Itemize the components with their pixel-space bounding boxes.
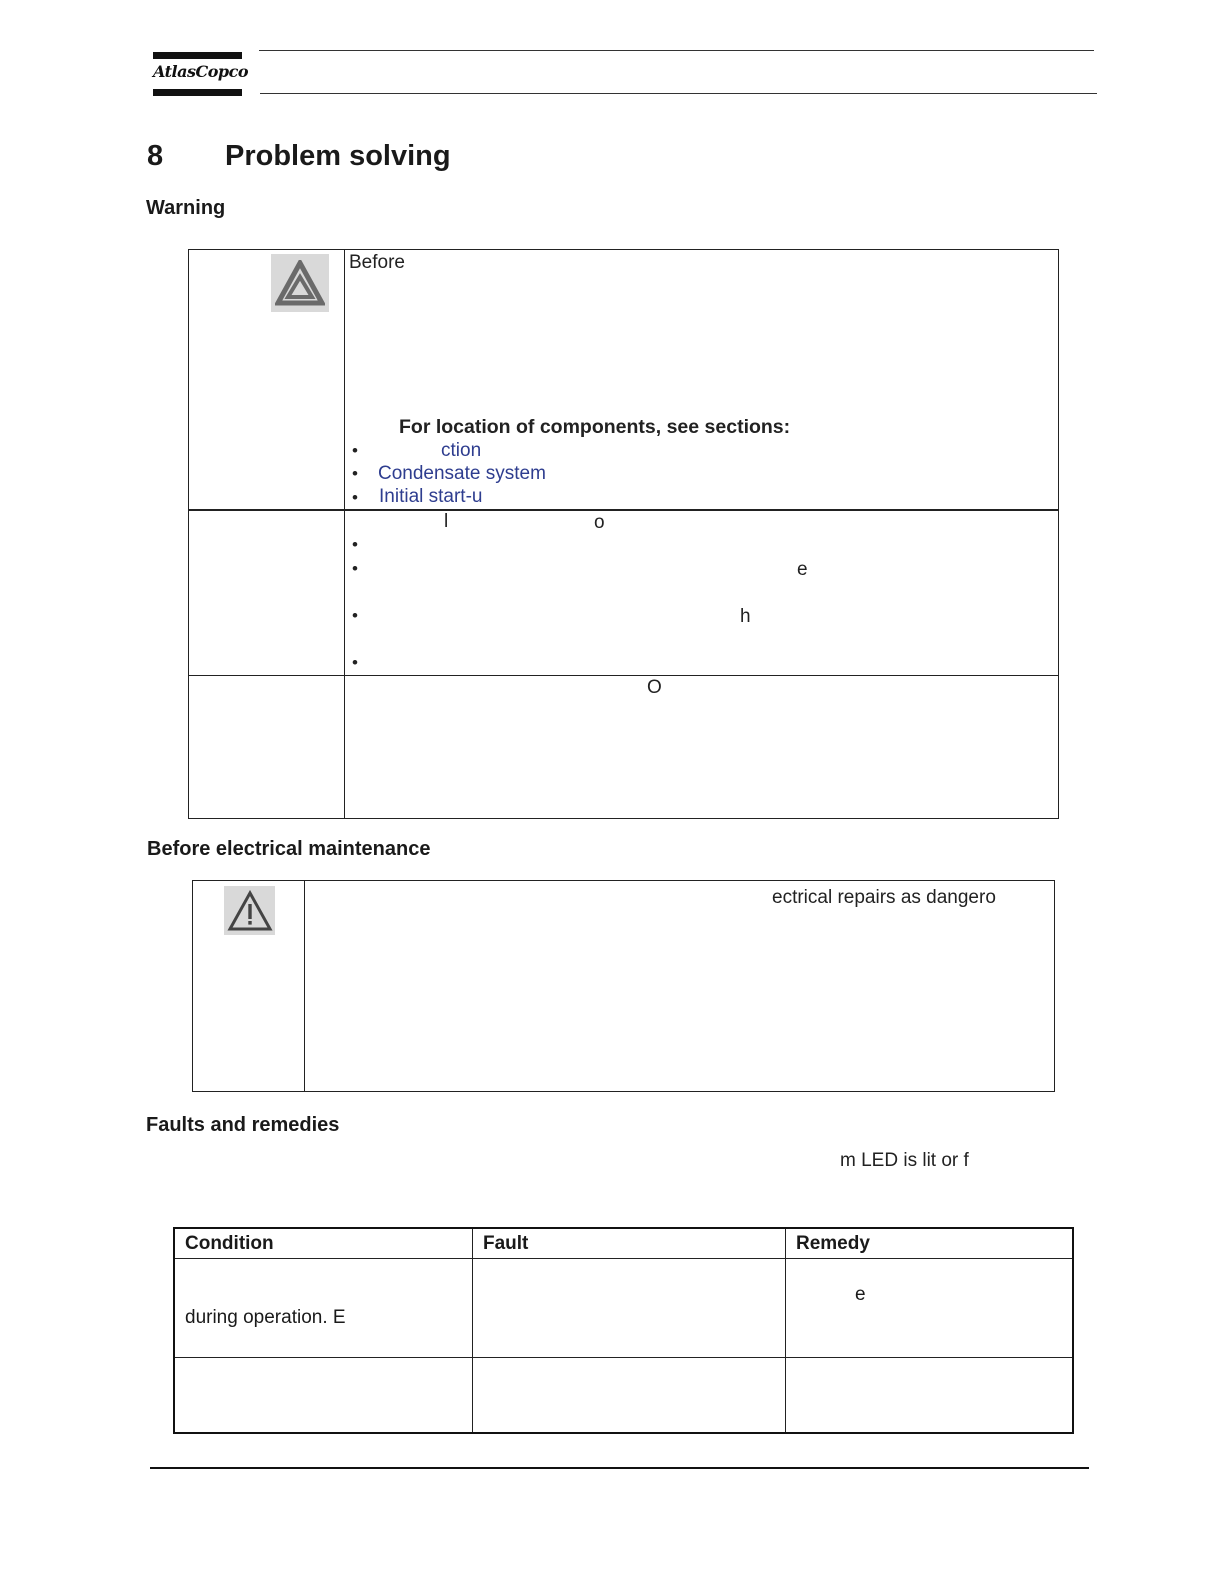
electrical-box-divider: [304, 881, 305, 1091]
bullet: •: [352, 441, 358, 460]
logo-text: AtlasCopco: [153, 62, 248, 81]
table-header-row: [174, 1228, 1073, 1259]
bullet: •: [352, 464, 358, 483]
electrical-heading: Before electrical maintenance: [147, 838, 431, 860]
footer-rule: [150, 1467, 1089, 1469]
warning-row-divider-2: [189, 675, 1058, 676]
column-header-fault: Fault: [473, 1228, 786, 1259]
row3-fragment: O: [647, 677, 662, 698]
table-cell-condition: during operation. E: [174, 1259, 473, 1358]
bullet: •: [352, 653, 358, 672]
table-cell-condition: [174, 1358, 473, 1433]
warning-heading: Warning: [146, 197, 226, 219]
warning-box-divider: [344, 250, 345, 818]
atlas-copco-logo: [153, 52, 248, 96]
table-cell-fault: [473, 1259, 786, 1358]
row2-fragment-4: h: [740, 606, 751, 627]
column-header-remedy: Remedy: [786, 1228, 1074, 1259]
caution-exclamation-icon: [224, 886, 275, 935]
faults-heading: Faults and remedies: [146, 1114, 340, 1136]
section-link-initial-start[interactable]: Initial start-u: [379, 486, 483, 507]
faults-table: [173, 1227, 1074, 1434]
bullet: •: [352, 606, 358, 625]
header-rule-bottom: [260, 93, 1097, 94]
row2-fragment-2: o: [594, 512, 605, 533]
chapter-number: 8: [147, 140, 164, 172]
table-cell-remedy: [786, 1358, 1074, 1433]
bullet: •: [352, 488, 358, 507]
table-cell-remedy: e: [786, 1259, 1074, 1358]
column-header-condition: Condition: [174, 1228, 473, 1259]
header-rule-top: [259, 50, 1094, 51]
table-row: [174, 1358, 1073, 1433]
table-row: [174, 1259, 1073, 1358]
warning-row-divider-1: [189, 509, 1058, 511]
electrical-warning-box: [192, 880, 1055, 1092]
table-cell-fault: [473, 1358, 786, 1433]
section-link-1[interactable]: ction: [441, 440, 482, 461]
warning-triangle-icon: [271, 254, 329, 312]
bullet: •: [352, 535, 358, 554]
chapter-title: Problem solving: [225, 140, 451, 172]
warning-box: [188, 249, 1059, 819]
section-link-condensate[interactable]: Condensate system: [378, 463, 546, 484]
electrical-warning-text: ectrical repairs as dangero: [772, 887, 996, 908]
faults-intro-fragment: m LED is lit or f: [840, 1150, 969, 1171]
locations-heading: For location of components, see sections:: [399, 416, 791, 438]
row2-fragment-3: e: [797, 559, 808, 580]
bullet: •: [352, 559, 358, 578]
warning-intro: Before: [349, 252, 405, 273]
row2-fragment-1: l: [444, 511, 449, 532]
